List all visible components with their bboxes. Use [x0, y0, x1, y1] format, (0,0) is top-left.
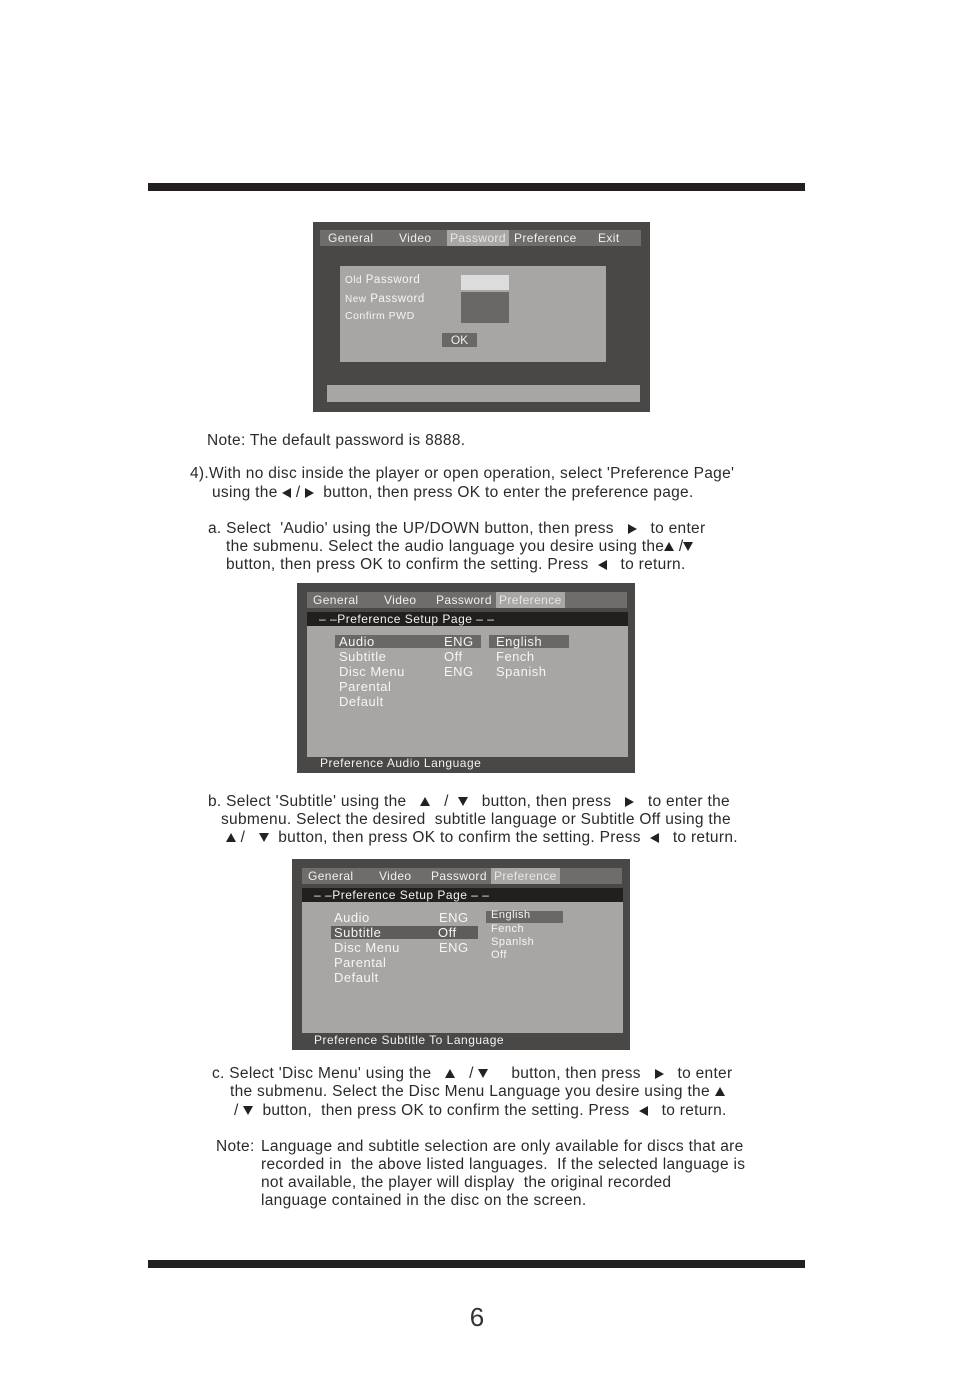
stepA-line3: button, then press OK to confirm the setting. Press to return. [226, 556, 686, 573]
down-arrow-icon [259, 833, 269, 842]
left-arrow-icon [650, 833, 659, 843]
note-line-2: recorded in the above listed languages. If the selected language is [261, 1156, 746, 1173]
option-spanish[interactable]: Spanlsh [491, 936, 535, 948]
option-spanish[interactable]: Spanish [496, 664, 547, 679]
menu-item-default[interactable]: Default [334, 970, 379, 985]
stepA-line1: a. Select 'Audio' using the UP/DOWN button, then press to enter [208, 520, 706, 537]
status-text: Preference Audio Language [320, 756, 482, 770]
menu-item-disc-menu[interactable]: Disc Menu [339, 664, 405, 679]
tab-video[interactable]: Video [399, 231, 432, 245]
option-english[interactable]: English [496, 634, 543, 649]
bottom-rule [148, 1260, 805, 1268]
right-arrow-icon [625, 797, 634, 807]
option-english[interactable]: English [491, 909, 531, 921]
tab-bar [302, 868, 622, 884]
menu-item-disc-menu[interactable]: Disc Menu [334, 940, 400, 955]
preference-audio-screen [297, 583, 635, 773]
step4-line2: using the / button, then press OK to enter the preference page. [212, 484, 694, 501]
menu-item-subtitle[interactable]: Subtitle [339, 649, 387, 664]
audio-value: ENG [439, 910, 469, 925]
ok-button[interactable]: OK [442, 333, 477, 347]
default-password-note: Note: The default password is 8888. [207, 432, 466, 449]
up-arrow-icon [715, 1087, 725, 1096]
menu-item-parental[interactable]: Parental [334, 955, 387, 970]
subtitle-value: Off [444, 649, 463, 664]
tab-password[interactable]: Password [447, 230, 509, 246]
tab-general[interactable]: General [308, 869, 354, 883]
note-label: Note: [216, 1138, 255, 1155]
status-bar [327, 385, 640, 402]
tab-preference[interactable]: Preference [491, 868, 560, 884]
stepA-line2: the submenu. Select the audio language you desire using the / [226, 538, 693, 556]
page-title: – –Preference Setup Page – – [307, 612, 628, 626]
tab-preference[interactable]: Preference [514, 231, 577, 245]
old-password-field[interactable] [461, 275, 509, 290]
stepC-line1: c. Select 'Disc Menu' using the / button, then press to enter [212, 1065, 733, 1082]
up-arrow-icon [445, 1069, 455, 1078]
stepB-line1: b. Select 'Subtitle' using the / button, then press to enter the [208, 793, 730, 810]
up-arrow-icon [420, 797, 430, 806]
disc-menu-value: ENG [444, 664, 474, 679]
stepB-line2: submenu. Select the desired subtitle language or Subtitle Off using the [221, 811, 731, 828]
up-arrow-icon [664, 542, 674, 551]
password-setup-screen [313, 222, 650, 412]
audio-value: ENG [444, 634, 474, 649]
note-line-1: Language and subtitle selection are only available for discs that are [261, 1138, 744, 1155]
tab-preference[interactable]: Preference [496, 592, 565, 608]
preference-panel [302, 888, 623, 1033]
down-arrow-icon [683, 542, 693, 551]
subtitle-value: Off [438, 925, 457, 940]
tab-exit[interactable]: Exit [598, 231, 620, 245]
right-arrow-icon [305, 488, 314, 498]
menu-item-default[interactable]: Default [339, 694, 384, 709]
tab-video[interactable]: Video [379, 869, 412, 883]
stepC-line3: / button, then press OK to confirm the setting. Press to return. [234, 1102, 727, 1119]
left-arrow-icon [598, 560, 607, 570]
tab-bar [307, 592, 627, 608]
down-arrow-icon [243, 1106, 253, 1115]
menu-item-parental[interactable]: Parental [339, 679, 392, 694]
stepC-line2: the submenu. Select the Disc Menu Language you desire using the [230, 1083, 725, 1101]
menu-item-audio[interactable]: Audio [339, 634, 375, 649]
disc-menu-value: ENG [439, 940, 469, 955]
password-panel [340, 266, 606, 362]
tab-general[interactable]: General [313, 593, 359, 607]
tab-password[interactable]: Password [436, 593, 492, 607]
option-fench[interactable]: Fench [491, 923, 525, 935]
menu-item-subtitle[interactable]: Subtitle [334, 925, 382, 940]
option-off[interactable]: Off [491, 949, 507, 961]
old-password-label: Old Password [345, 274, 421, 286]
left-arrow-icon [282, 488, 291, 498]
tab-password[interactable]: Password [431, 869, 487, 883]
top-rule [148, 183, 805, 191]
tab-general[interactable]: General [328, 231, 374, 245]
down-arrow-icon [478, 1069, 488, 1078]
note-line-3: not available, the player will display the original recorded [261, 1174, 672, 1191]
up-arrow-icon [226, 833, 236, 842]
new-password-field[interactable] [461, 292, 509, 323]
tab-bar [320, 230, 641, 246]
page-title: – –Preference Setup Page – – [302, 888, 623, 902]
page-number: 6 [469, 1302, 485, 1332]
step4-line1: 4).With no disc inside the player or open operation, select 'Preference Page' [190, 465, 735, 482]
right-arrow-icon [628, 524, 637, 534]
option-fench[interactable]: Fench [496, 649, 535, 664]
left-arrow-icon [639, 1106, 648, 1116]
confirm-pwd-label: Confirm PWD [345, 310, 415, 322]
right-arrow-icon [655, 1069, 664, 1079]
tab-video[interactable]: Video [384, 593, 417, 607]
status-text: Preference Subtitle To Language [314, 1033, 505, 1047]
menu-item-audio[interactable]: Audio [334, 910, 370, 925]
new-password-label: New Password [345, 293, 425, 305]
preference-panel [307, 612, 628, 757]
down-arrow-icon [458, 797, 468, 806]
preference-subtitle-screen [292, 859, 630, 1050]
note-line-4: language contained in the disc on the screen. [261, 1192, 587, 1209]
stepB-line3: / button, then press OK to confirm the setting. Press to return. [226, 829, 738, 847]
